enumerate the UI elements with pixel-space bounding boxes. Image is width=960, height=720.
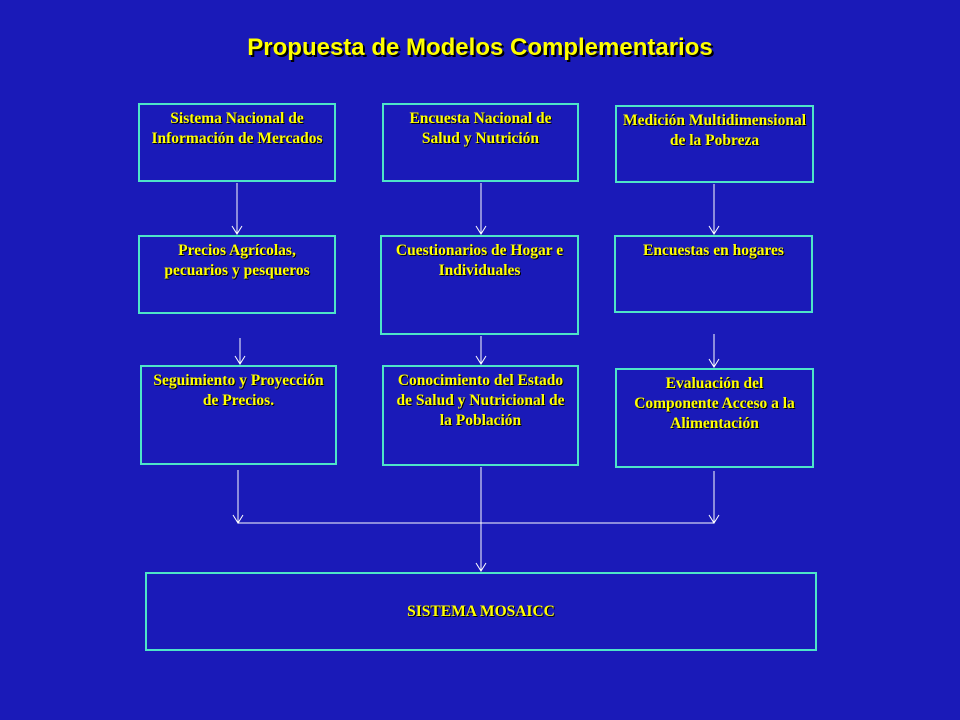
- box-label: Evaluación del Componente Acceso a la Alimentación: [634, 375, 795, 432]
- box-label: Encuestas en hogares: [643, 242, 784, 259]
- box-label: Medición Multidimensional de la Pobreza: [623, 112, 806, 149]
- page-title: Propuesta de Modelos Complementarios: [247, 34, 713, 61]
- box-label: SISTEMA MOSAICC: [407, 603, 555, 620]
- box-label: Cuestionarios de Hogar e Individuales: [395, 242, 564, 279]
- box-label: Seguimiento y Proyección de Precios.: [153, 372, 324, 409]
- box-label: Conocimiento del Estado de Salud y Nutricional de la Población: [396, 372, 565, 429]
- box-label: Encuesta Nacional de Salud y Nutrición: [409, 110, 552, 147]
- box-label: Sistema Nacional de Información de Mercados: [151, 110, 323, 147]
- box-label: Precios Agrícolas, pecuarios y pesqueros: [164, 242, 310, 279]
